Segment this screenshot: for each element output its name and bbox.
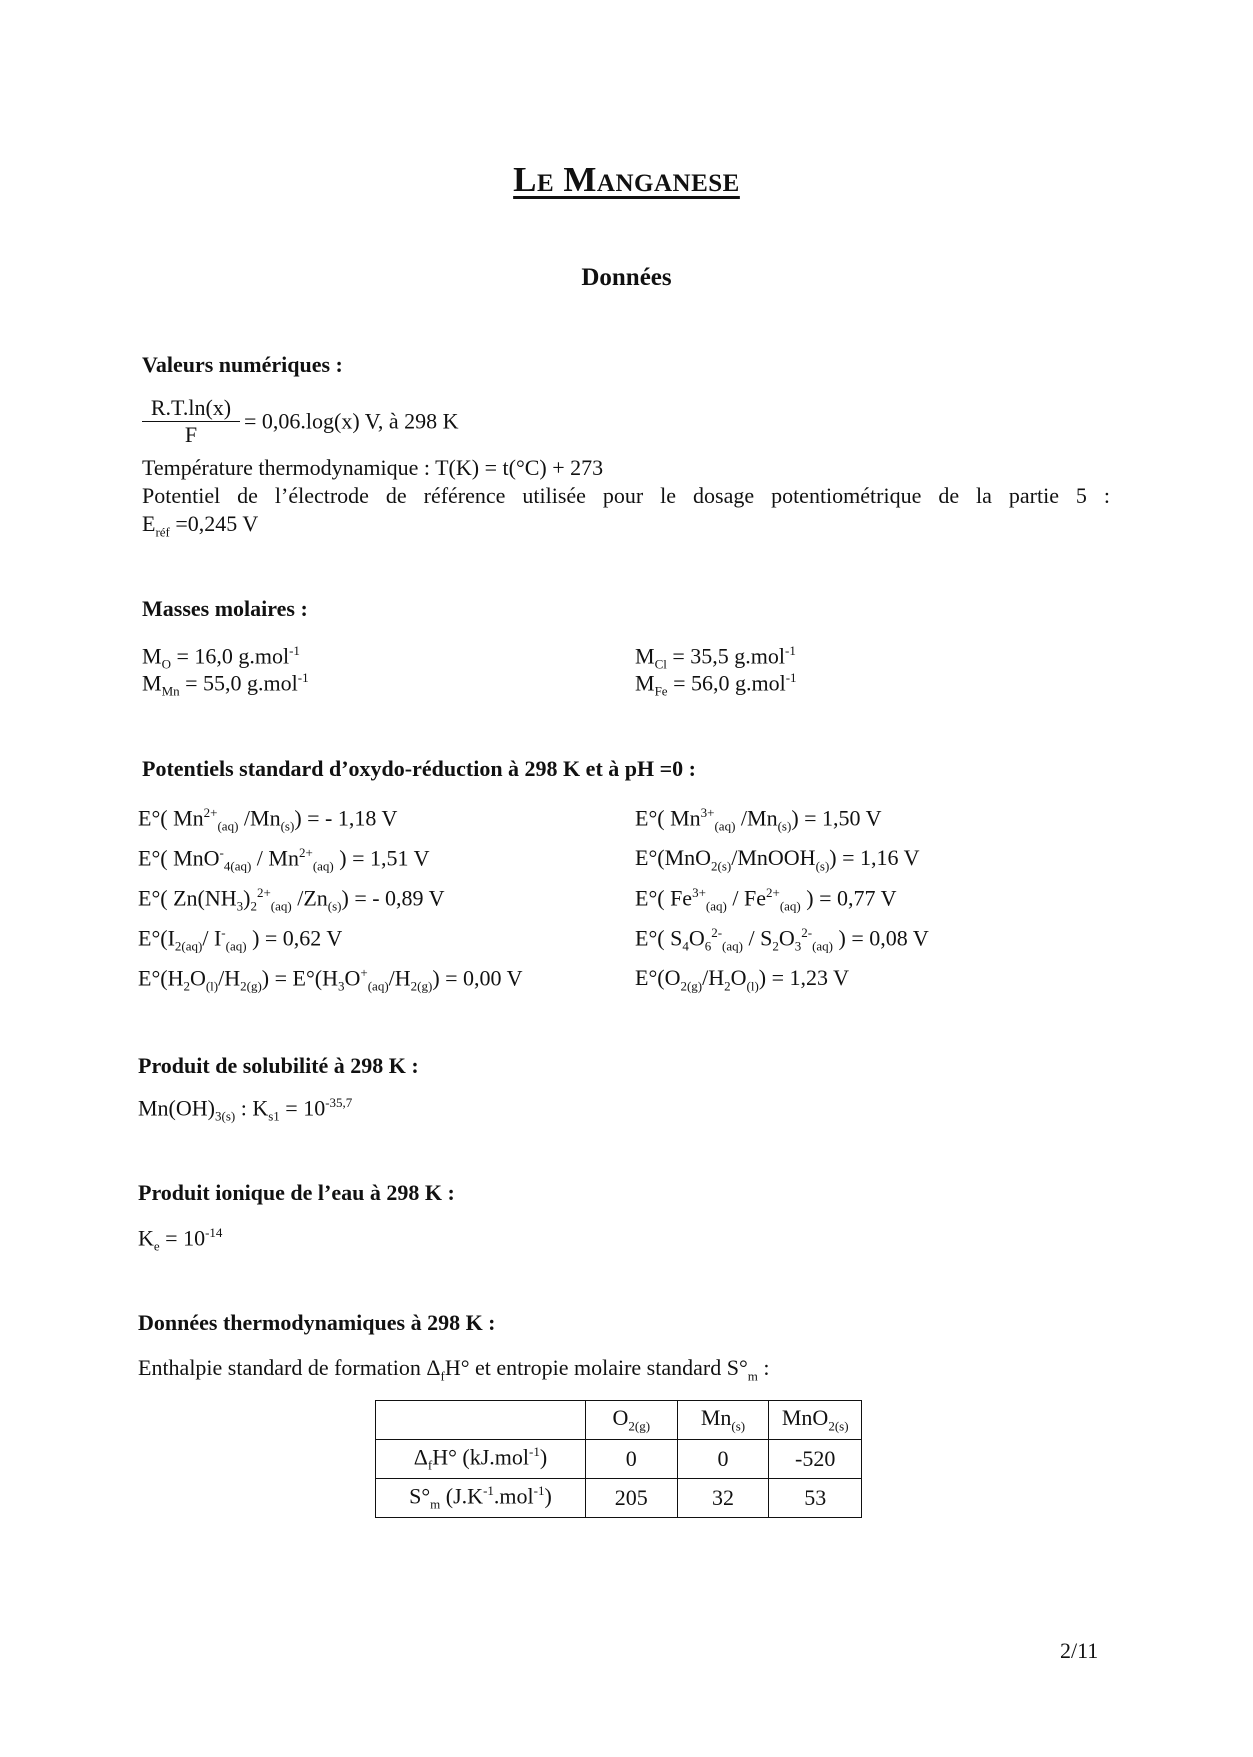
- mass-mn: $M_{Mn} = 55,0$ g.mol$^{-1}$: [142, 670, 309, 699]
- potentiel-line: Potentiel de l’électrode de référence utilisée pour le dosage potentiométrique de la partie 5 :: [142, 483, 1110, 508]
- table-row-label-entropy: $S^\circ_m$ $(J.K^{-1}.mol^{-1})$: [376, 1479, 586, 1518]
- table-corner-cell: [376, 1401, 586, 1440]
- potential-mno4-mn2: E°( $MnO^-_{4(aq)} / Mn^{2+}_{(aq)}$ ) = 1,51 V: [138, 845, 430, 874]
- thermo-table: [375, 1400, 862, 1518]
- potential-mn3-mn: E°( $Mn^{3+}_{(aq)}$ $/Mn_{(s)}) = 1,50$ V: [635, 805, 882, 834]
- table-row-label-enthalpy: $\Delta_fH^\circ$ (kJ.mol$^{-1}$): [376, 1440, 586, 1479]
- table-header-row: [376, 1401, 862, 1440]
- masses-heading: Masses molaires :: [142, 596, 308, 621]
- table-cell: 0: [585, 1440, 677, 1479]
- potential-mn2-mn: E°( $Mn^{2+}_{(aq)}$ $/Mn_{(s)}$) = - 1,18 V: [138, 805, 398, 834]
- table-cell: 32: [677, 1479, 769, 1518]
- valeurs-heading: Valeurs numériques :: [142, 352, 343, 377]
- solubilite-heading: Produit de solubilité à 298 K :: [138, 1053, 419, 1078]
- potential-mno2-mnooh: E°(MnO$_{2(s)}$/MnOOH$_{(s)}$) = 1,16 V: [635, 845, 920, 874]
- temperature-line: Température thermodynamique : T(K) = t(°C) + 273: [142, 455, 604, 480]
- ionique-value: $K_e = 10^{-14}$: [138, 1225, 223, 1254]
- table-cell: 53: [769, 1479, 862, 1518]
- potential-zn-complex: E°( $Zn(NH_3)_2^{2+}_{(aq)}$ $/Zn_{(s)}$) = - 0,89 V: [138, 885, 445, 914]
- table-col-o2: $O_{2(g)}$: [585, 1401, 677, 1440]
- fraction-rhs: = 0,06.log(x) V, à 298 K: [244, 408, 459, 434]
- potential-i2-i: $E^\circ(I_{2(aq)}/$ $I^-_{(aq)}$ ) = 0,62 V: [138, 925, 343, 954]
- table-row: [376, 1479, 862, 1518]
- table-cell: 0: [677, 1440, 769, 1479]
- potential-h2o-h2: $E^\circ(H_2O_{(l)}/H_{2(g)}) = E^\circ(H_3O^+_{(aq)}/H_{2(g)}) = 0,00$ V: [138, 965, 523, 994]
- potential-o2-h2o: $E^\circ(O_{2(g)}/H_2O_{(l)}) = 1,23$ V: [635, 965, 850, 994]
- fraction-numerator: R.T.ln(x): [150, 395, 232, 420]
- potentiels-heading: Potentiels standard d’oxydo-réduction à 298 K et à pH =0 :: [142, 756, 696, 781]
- mass-fe: $M_{Fe} = 56,0$ g.mol$^{-1}$: [635, 670, 797, 699]
- mass-cl: $M_{Cl} = 35,5$ g.mol$^{-1}$: [635, 643, 796, 672]
- ionique-heading: Produit ionique de l’eau à 298 K :: [138, 1180, 455, 1205]
- section-subtitle: Données: [581, 264, 672, 291]
- thermo-heading: Données thermodynamiques à 298 K :: [138, 1310, 496, 1335]
- fraction-denominator: F: [184, 422, 198, 447]
- page-number: 2/11: [1060, 1638, 1099, 1663]
- table-row: [376, 1440, 862, 1479]
- thermo-intro: Enthalpie standard de formation $\Delta_fH^\circ$ et entropie molaire standard $S^\circ_m$ :: [138, 1355, 770, 1384]
- potential-fe3-fe2: E°( $Fe^{3+}_{(aq)} / Fe^{2+}_{(aq)}$ ) = 0,77 V: [635, 885, 897, 914]
- table-cell: 205: [585, 1479, 677, 1518]
- solubilite-value: $Mn(OH)_{3(s)}$ : $K_{s1} = 10^{-35,7}$: [138, 1095, 353, 1124]
- eref-line: $E_{réf} =0,245$ V: [142, 511, 259, 540]
- table-col-mn: $Mn_{(s)}$: [677, 1401, 769, 1440]
- page-title: Le Manganese: [513, 160, 740, 199]
- potential-s4o6-s2o3: E°( $S_4O_6^{2-}_{(aq)} / S_2O_3^{2-}_{(aq)}$ ) = 0,08 V: [635, 925, 929, 954]
- table-cell: -520: [769, 1440, 862, 1479]
- mass-o: $M_O = 16,0$ g.mol$^{-1}$: [142, 643, 300, 672]
- table-col-mno2: MnO$_{2(s)}$: [769, 1401, 862, 1440]
- nernst-formula: [142, 395, 458, 448]
